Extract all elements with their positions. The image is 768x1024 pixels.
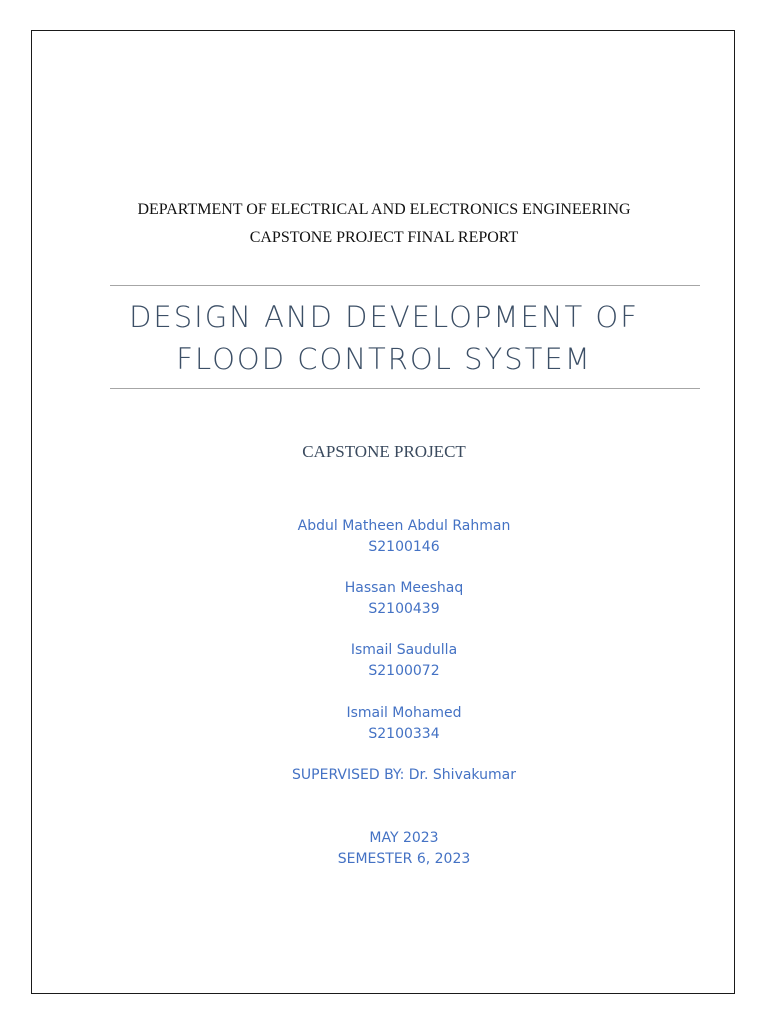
semester-label: SEMESTER 6, 2023 — [337, 851, 471, 867]
report-type-heading: CAPSTONE PROJECT FINAL REPORT — [249, 229, 519, 246]
title-top-rule — [110, 285, 700, 286]
project-subtitle: CAPSTONE PROJECT — [302, 442, 466, 461]
document-title-line-1: DESIGN AND DEVELOPMENT OF — [129, 300, 639, 334]
author-name: Ismail Mohamed — [346, 705, 462, 721]
submission-date: MAY 2023 — [369, 830, 439, 846]
author-name: Hassan Meeshaq — [344, 580, 464, 596]
supervisor-line: SUPERVISED BY: Dr. Shivakumar — [292, 767, 516, 783]
author-id: S2100334 — [368, 726, 440, 742]
title-bottom-rule — [110, 388, 700, 389]
department-heading: DEPARTMENT OF ELECTRICAL AND ELECTRONICS ENGINEERING — [137, 201, 631, 218]
author-name: Abdul Matheen Abdul Rahman — [297, 518, 511, 534]
author-id: S2100439 — [368, 601, 440, 617]
author-id: S2100072 — [368, 663, 440, 679]
author-name: Ismail Saudulla — [350, 642, 458, 658]
document-title-line-2: FLOOD CONTROL SYSTEM — [176, 342, 592, 376]
author-id: S2100146 — [368, 539, 440, 555]
